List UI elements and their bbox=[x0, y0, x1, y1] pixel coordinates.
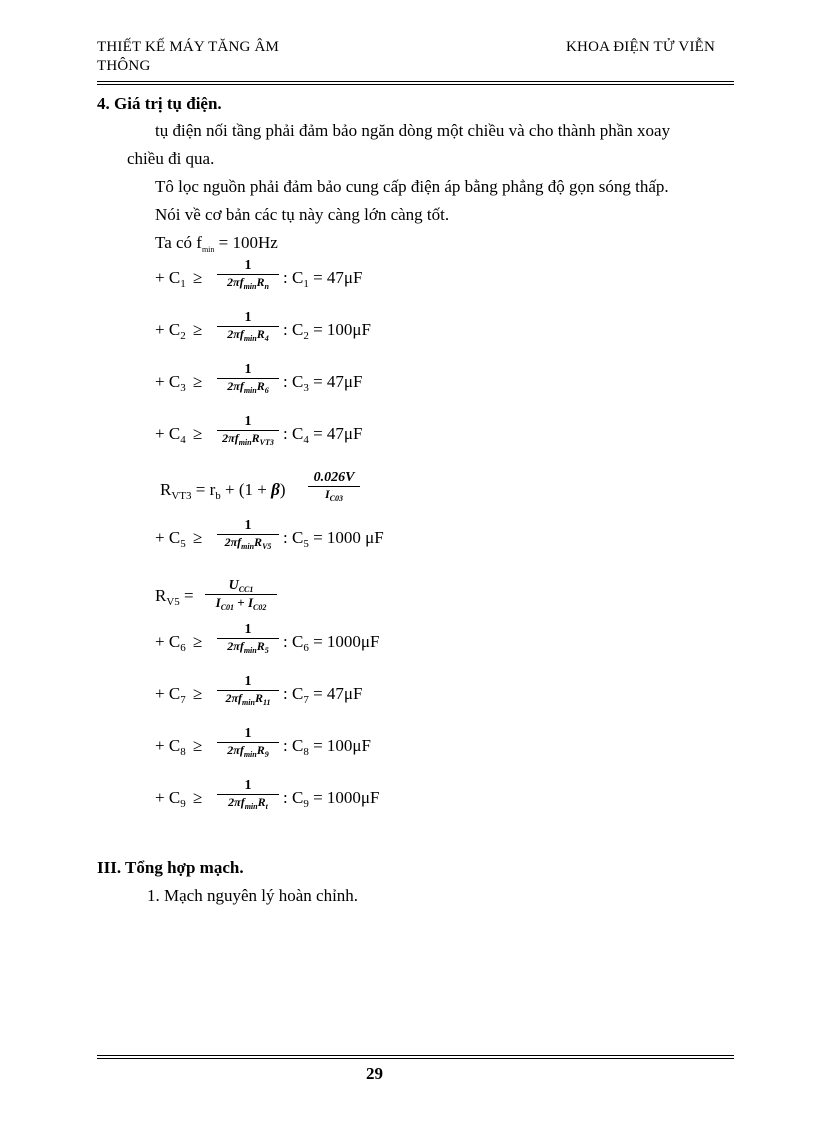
list-item: 1. Mạch nguyên lý hoàn chỉnh. bbox=[147, 886, 359, 905]
header-left-line1: THIẾT KẾ MÁY TĂNG ÂM bbox=[97, 39, 280, 55]
page-number: 29 bbox=[366, 1064, 383, 1083]
header-rule-bottom bbox=[97, 84, 734, 85]
footer-rule-bottom bbox=[97, 1058, 734, 1059]
footer-rule-top bbox=[97, 1055, 734, 1056]
section-heading: 4. Giá trị tụ điện. bbox=[97, 94, 222, 113]
paragraph-line: chiều đi qua. bbox=[127, 149, 215, 168]
header-left-line2: THÔNG bbox=[97, 58, 151, 74]
paragraph-line: Tô lọc nguồn phải đảm bảo cung cấp điện áp bằng phẳng độ gọn sóng thấp. bbox=[155, 177, 669, 196]
header-rule-top bbox=[97, 81, 734, 82]
paragraph-line: Nói về cơ bản các tụ này càng lớn càng tốt. bbox=[155, 205, 450, 224]
paragraph-line: tụ điện nối tầng phải đảm bảo ngăn dòng một chiều và cho thành phần xoay bbox=[155, 121, 671, 140]
header-right: KHOA ĐIỆN TỬ VIỄN bbox=[566, 39, 716, 55]
section-heading: III. Tổng hợp mạch. bbox=[97, 858, 244, 877]
fmin-line: Ta có $f_{min} = 100Hz$ bbox=[155, 233, 278, 254]
